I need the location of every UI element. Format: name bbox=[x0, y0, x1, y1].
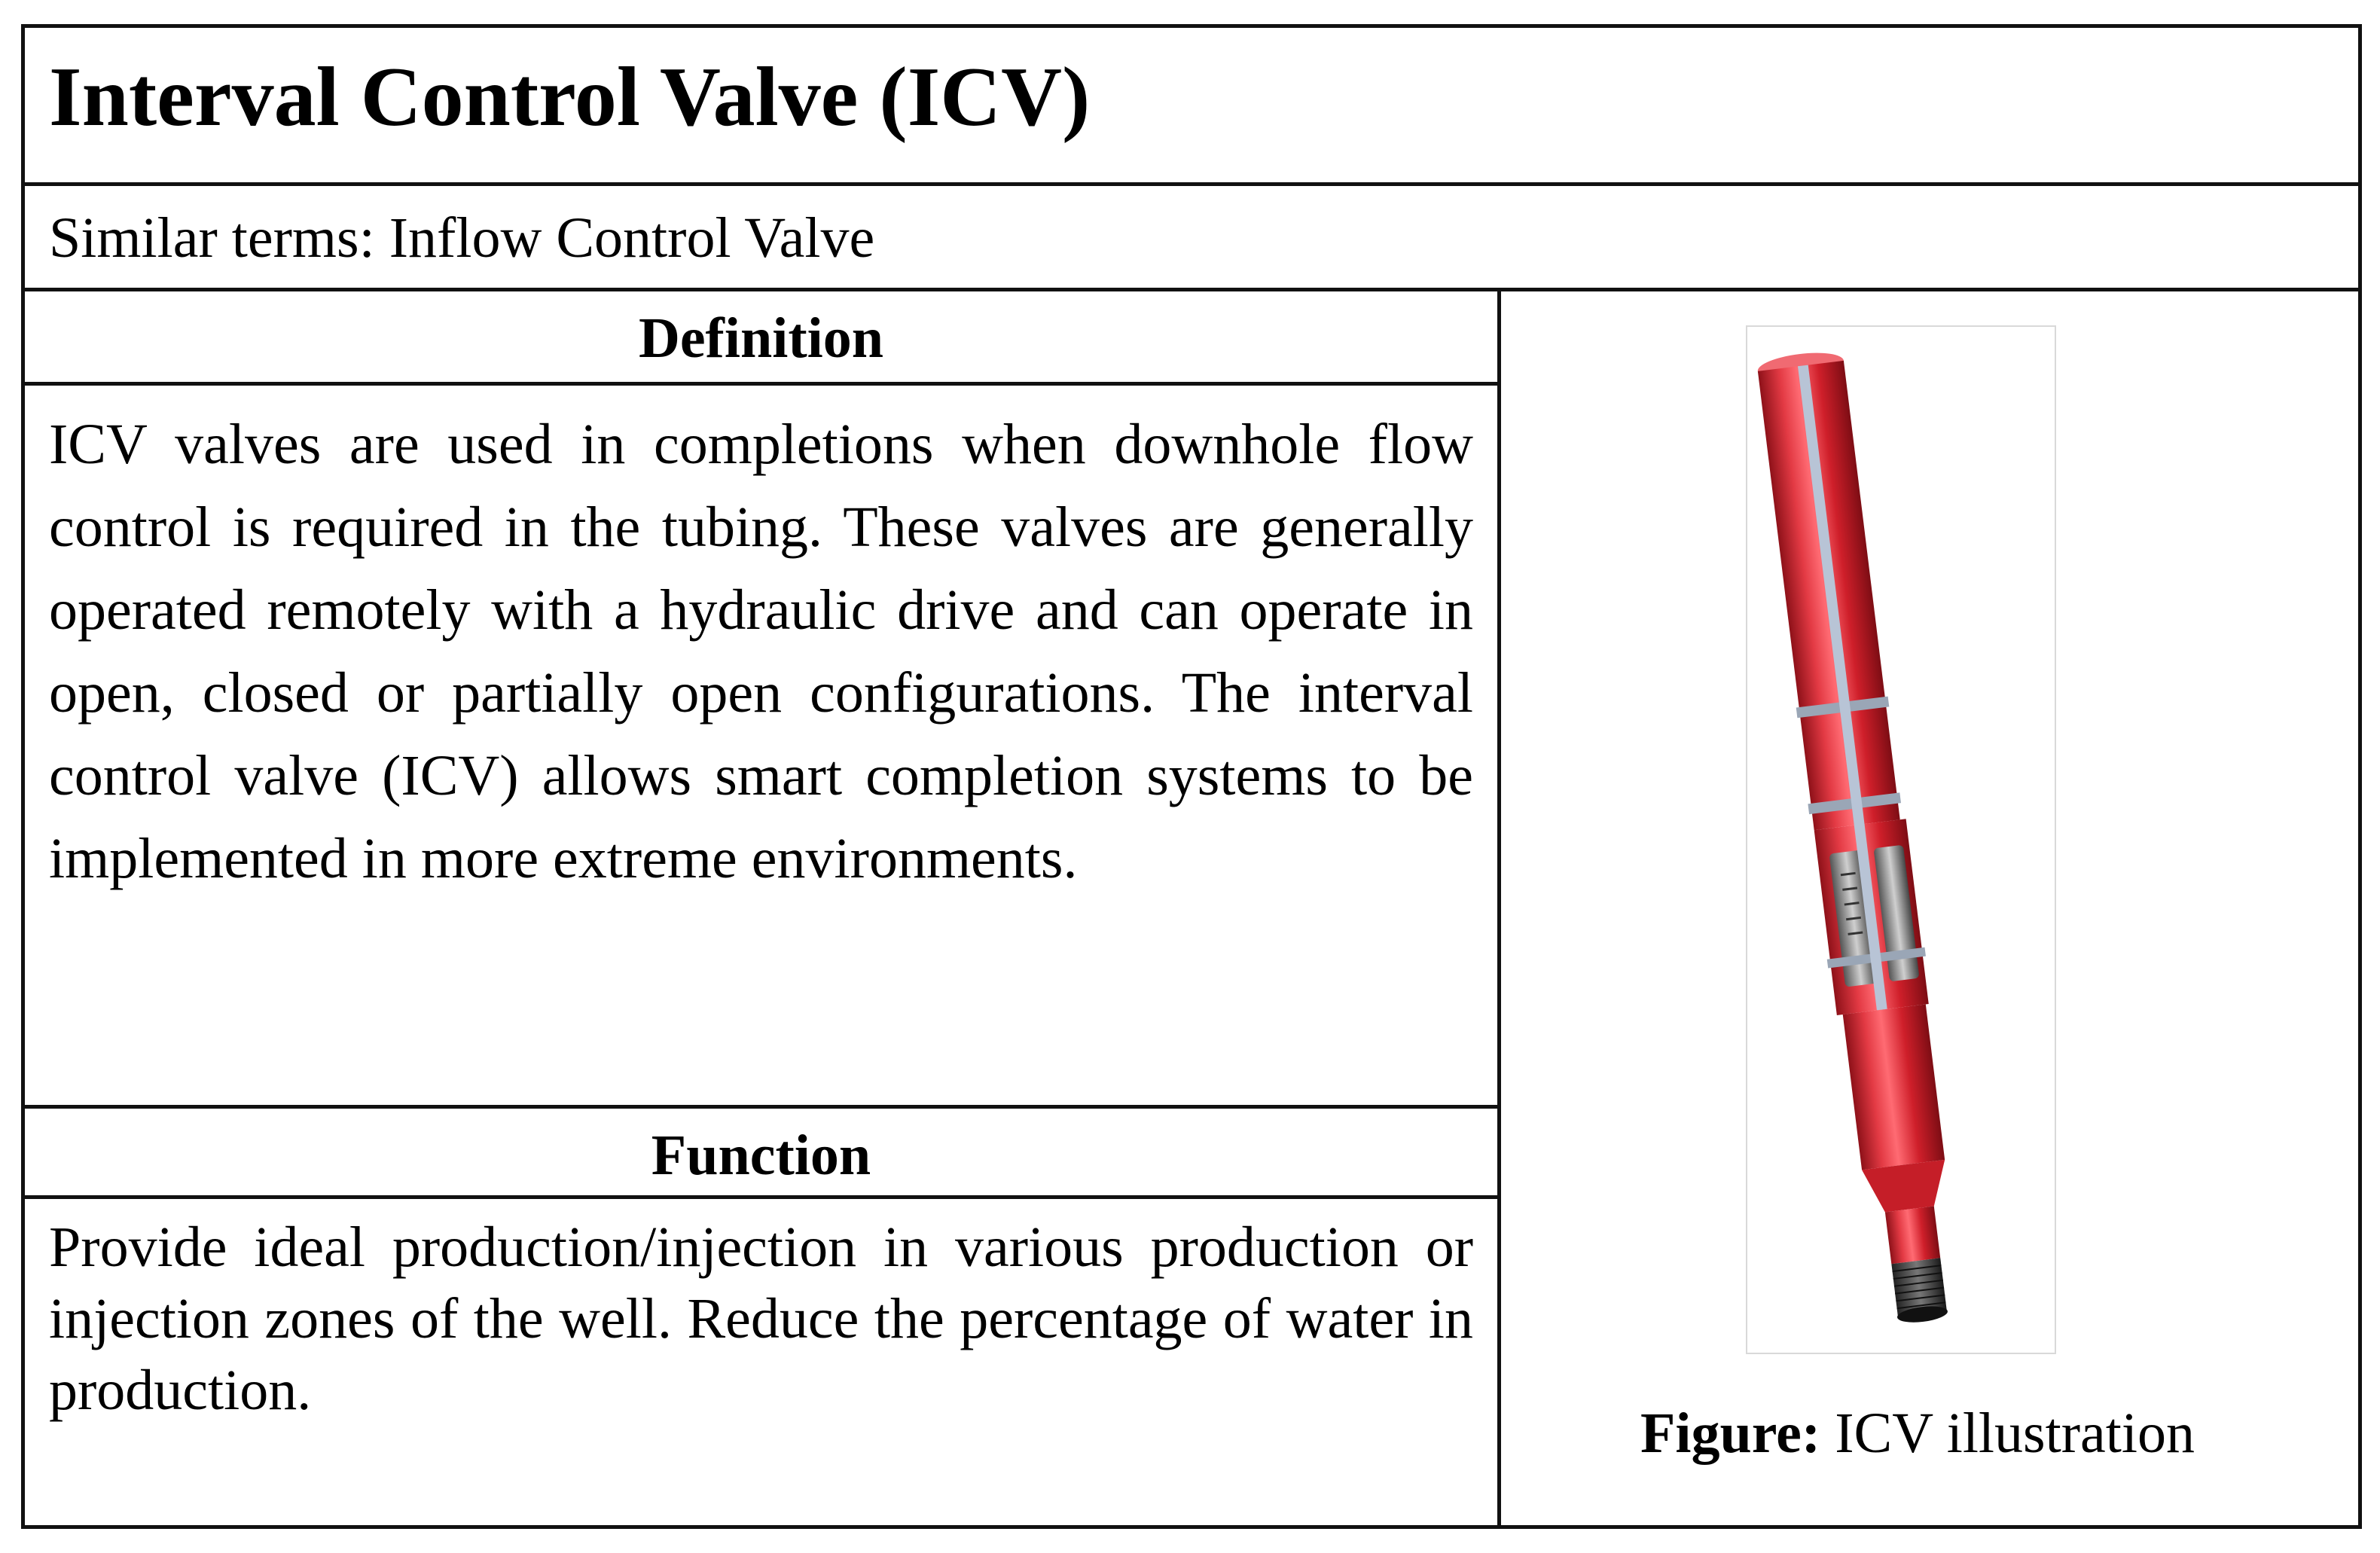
figure-label: Figure: bbox=[1640, 1402, 1821, 1465]
similar-terms: Similar terms: Inflow Control Valve bbox=[49, 206, 875, 270]
figure-caption bbox=[1476, 1399, 2359, 1468]
figure-caption-text: ICV illustration bbox=[1835, 1402, 2195, 1465]
icv-valve-icon bbox=[1747, 327, 2055, 1353]
text-column bbox=[25, 291, 1501, 1525]
icv-illustration-image bbox=[1746, 325, 2056, 1354]
similar-terms-row bbox=[25, 186, 2358, 291]
title-row bbox=[25, 28, 2358, 186]
page-title: Interval Control Valve (ICV) bbox=[49, 50, 1091, 144]
function-heading: Function bbox=[25, 1105, 1497, 1199]
definition-heading: Definition bbox=[25, 291, 1497, 386]
definition-text: ICV valves are used in completions when downhole flow control is required in the tubing. These valves are generally operated remotely with a hydraulic drive and can operate in open, closed or partially open configurations. The interval control valve (ICV) allows smart completion systems to be implemented in more extreme environments. bbox=[49, 413, 1473, 890]
function-text: Provide ideal production/injection in various production or injection zones of the well. Reduce the percentage of water in production. bbox=[49, 1216, 1473, 1422]
